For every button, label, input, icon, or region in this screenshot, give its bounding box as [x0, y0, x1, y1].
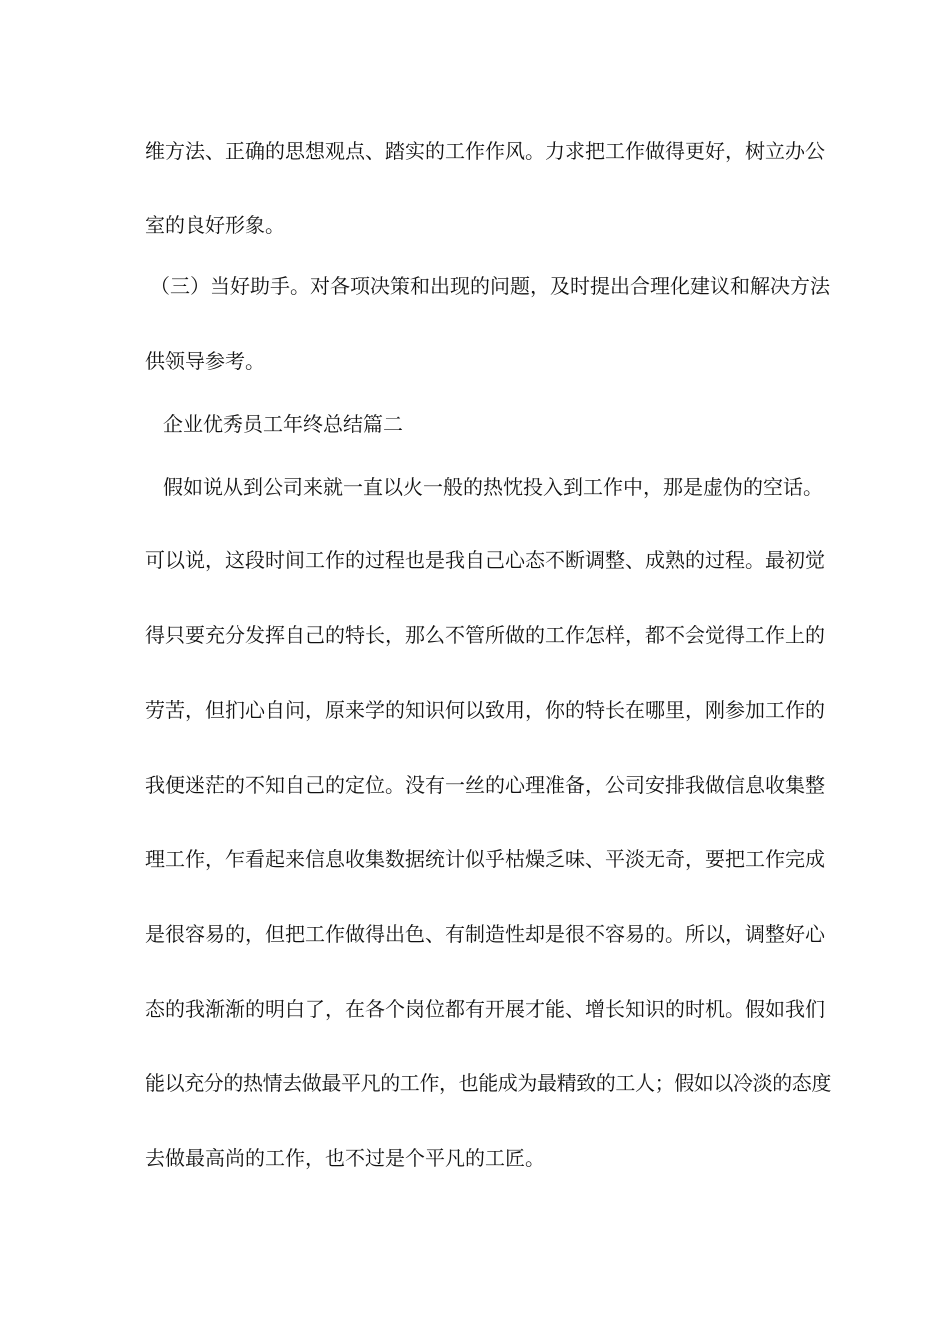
text-line-13: 态的我渐渐的明白了，在各个岗位都有开展才能、增长知识的时机。假如我们	[145, 997, 825, 1021]
text-line-6: 假如说从到公司来就一直以火一般的热忱投入到工作中，那是虚伪的空话。	[163, 475, 823, 499]
text-line-11: 理工作，乍看起来信息收集数据统计似乎枯燥乏味、平淡无奇，要把工作完成	[145, 847, 825, 871]
text-line-7: 可以说，这段时间工作的过程也是我自己心态不断调整、成熟的过程。最初觉	[145, 548, 825, 572]
text-line-14: 能以充分的热情去做最平凡的工作，也能成为最精致的工人；假如以冷淡的态度	[145, 1071, 831, 1095]
text-line-4: 供领导参考。	[145, 349, 265, 373]
text-line-12: 是很容易的，但把工作做得出色、有制造性却是很不容易的。所以，调整好心	[145, 922, 825, 946]
text-line-8: 得只要充分发挥自己的特长，那么不管所做的工作怎样，都不会觉得工作上的	[145, 623, 825, 647]
text-line-9: 劳苦，但扪心自问，原来学的知识何以致用，你的特长在哪里，刚参加工作的	[145, 698, 825, 722]
text-line-10: 我便迷茫的不知自己的定位。没有一丝的心理准备，公司安排我做信息收集整	[145, 773, 825, 797]
text-line-3: （三）当好助手。对各项决策和出现的问题，及时提出合理化建议和解决方法	[150, 274, 830, 298]
text-line-15: 去做最高尚的工作，也不过是个平凡的工匠。	[145, 1146, 545, 1170]
text-line-2: 室的良好形象。	[145, 213, 285, 237]
text-line-1: 维方法、正确的思想观点、踏实的工作作风。力求把工作做得更好，树立办公	[145, 139, 825, 163]
section-heading: 企业优秀员工年终总结篇二	[163, 412, 403, 436]
